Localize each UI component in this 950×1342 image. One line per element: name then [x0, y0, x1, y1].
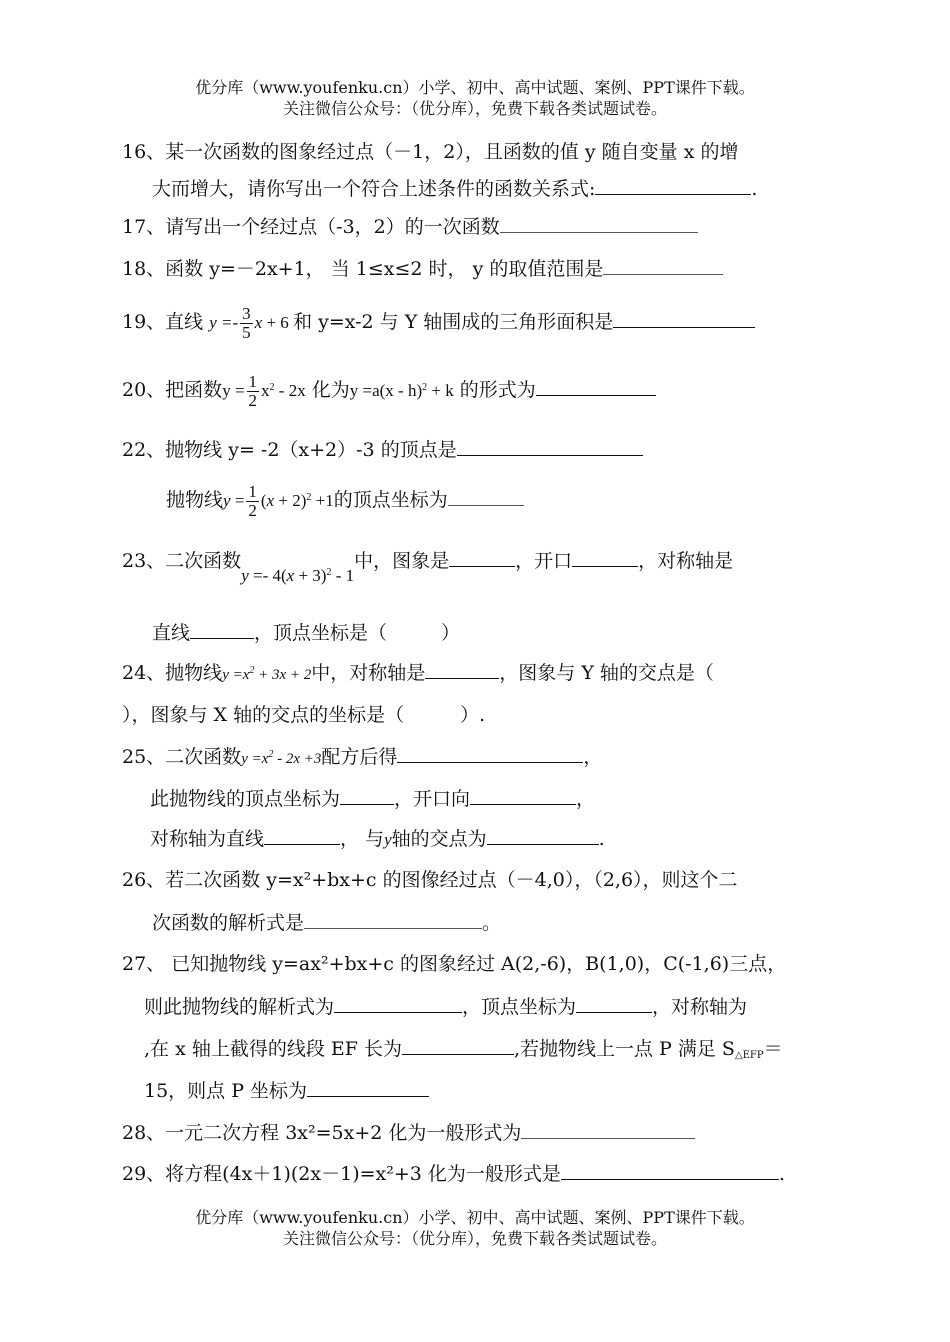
- question-25-line-2: 此抛物线的顶点坐标为 ，开口向 ，: [150, 788, 596, 810]
- question-28: 28、一元二次方程 3x²=5x+2 化为一般形式为: [122, 1120, 695, 1145]
- question-19: 19、直线 y =- $\frac{3}{5}$ x + 6 和 y=x-2 与 Y 轴围成的三角形面积是: [122, 302, 755, 343]
- question-25-line-1: 25、二次函数$y =x^2 - 2x +3$配方后得 ，: [122, 746, 603, 768]
- header-line-2: 关注微信公众号：（优分库），免费下载各类试题试卷。: [282, 99, 667, 118]
- answer-blank: [487, 826, 599, 845]
- question-23-line-2: 直线 ，顶点坐标是（ ）: [152, 622, 461, 644]
- question-27-line-2: 则此抛物线的解析式为 ，顶点坐标为 ，对称轴为: [144, 996, 748, 1018]
- answer-blank: [521, 1120, 695, 1139]
- question-16-line-2: 大而增大，请你写出一个符合上述条件的函数关系式: .: [152, 178, 758, 200]
- question-17: 17、请写出一个经过点（-3，2）的一次函数: [122, 214, 698, 239]
- answer-blank: [264, 826, 340, 845]
- question-18: 18、函数 y=－2x+1， 当 1≤x≤2 时， y 的取值范围是: [122, 256, 723, 281]
- answer-blank: [576, 994, 652, 1013]
- fraction-1-2: $\frac{1}{2}$: [248, 371, 258, 410]
- question-29: 29、将方程(4x＋1)(2x－1)=x²+3 化为一般形式是 .: [122, 1163, 785, 1185]
- answer-blank: [613, 309, 755, 328]
- answer-blank: [500, 214, 698, 233]
- answer-blank: [340, 786, 394, 805]
- answer-blank: [449, 548, 515, 567]
- answer-blank: [457, 437, 643, 456]
- fraction-1-2: $\frac{1}{2}$: [248, 481, 257, 520]
- question-24-line-1: 24、抛物线$y =x^2 + 3x + 2$中，对称轴是 ，图象与 Y 轴的交点是（: [122, 662, 714, 684]
- question-22-line-2: 抛物线y = $\frac{1}{2}$ $(x + 2)^2 +1$的顶点坐标为: [166, 480, 524, 521]
- footer-line-2: 关注微信公众号：（优分库），免费下载各类试题试卷。: [282, 1229, 667, 1248]
- answer-blank: [572, 548, 638, 567]
- formula: y =-: [209, 313, 239, 332]
- answer-blank: [307, 1078, 429, 1097]
- answer-blank: [425, 660, 499, 679]
- question-26-line-2: 次函数的解析式是 。: [152, 912, 502, 934]
- question-16-line-1: 16、某一次函数的图象经过点（－1，2），且函数的值 y 随自变量 x 的增: [122, 141, 739, 163]
- header-line-1: 优分库（www.youfenku.cn）小学、初中、高中试题、案例、PPT课件下载。: [195, 78, 755, 97]
- answer-blank: [561, 1161, 779, 1180]
- question-26-line-1: 26、若二次函数 y=x²+bx+c 的图像经过点（－4,0），（2,6），则这个二: [122, 869, 738, 891]
- question-22-line-1: 22、抛物线 y= -2（x+2）-3 的顶点是: [122, 437, 643, 462]
- answer-blank: [334, 994, 462, 1013]
- answer-blank: [190, 620, 254, 639]
- answer-blank: [470, 786, 576, 805]
- answer-blank: [402, 1036, 514, 1055]
- answer-blank: [397, 744, 583, 763]
- question-27-line-1: 27、 已知抛物线 y=ax²+bx+c 的图象经过 A(2,-6)，B(1,0)，C(-1,6)三点，: [122, 953, 787, 975]
- answer-blank: [304, 910, 482, 929]
- answer-blank: [536, 377, 656, 396]
- question-20: 20、把函数y = $\frac{1}{2}$ $x^2 - 2x$ 化为y =a(x - h)$^2$ + k 的形式为: [122, 370, 656, 411]
- answer-blank: [448, 487, 524, 506]
- question-24-line-2: ），图象与 X 轴的交点的坐标是（ ）.: [122, 704, 486, 726]
- fraction-3-5: $\frac{3}{5}$: [242, 303, 251, 342]
- question-25-line-3: 对称轴为直线 ， 与y轴的交点为 .: [150, 828, 605, 850]
- question-27-line-4: 15，则点 P 坐标为: [144, 1078, 429, 1103]
- answer-blank: [603, 256, 723, 275]
- question-23-line-1: 23、二次函数$y =- 4(x + 3)^2 - 1$中，图象是 ，开口 ，对称轴是: [122, 550, 734, 585]
- footer-line-1: 优分库（www.youfenku.cn）小学、初中、高中试题、案例、PPT课件下载。: [195, 1208, 755, 1227]
- question-27-line-3: ,在 x 轴上截得的线段 EF 长为 ,若抛物线上一点 P 满足 $S_{\triangle EFP}=$: [144, 1038, 783, 1061]
- answer-blank: [595, 176, 751, 195]
